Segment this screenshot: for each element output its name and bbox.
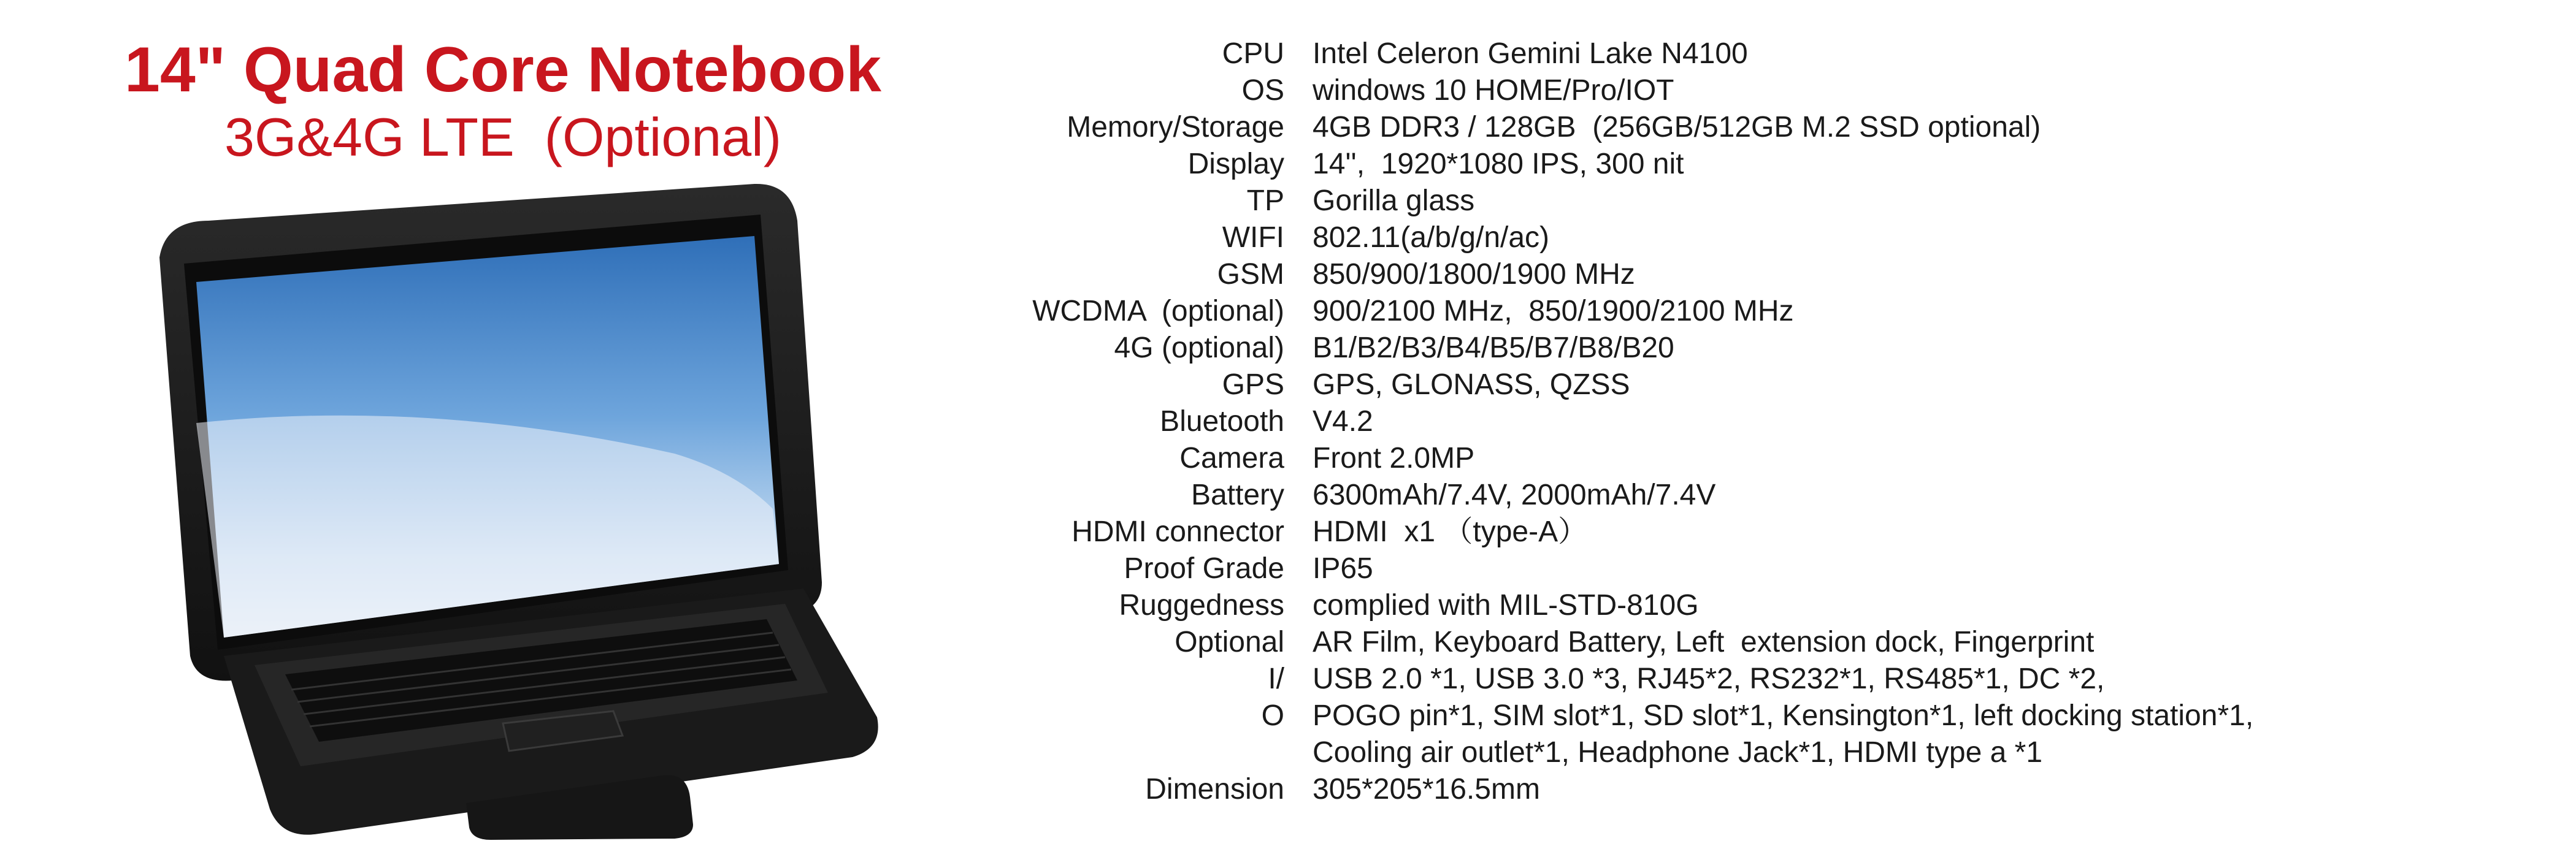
spec-row (981, 36, 2551, 72)
spec-label: WIFI (1222, 221, 1284, 254)
spec-value: Front 2.0MP (1313, 442, 1475, 474)
spec-row (981, 661, 2551, 698)
spec-label: 4G (optional) (1114, 332, 1284, 364)
spec-row (981, 109, 2551, 146)
spec-value: 802.11(a/b/g/n/ac) (1313, 221, 1550, 254)
spec-label: Bluetooth (1160, 405, 1284, 438)
spec-value: AR Film, Keyboard Battery, Left extension dock, Fingerprint (1313, 626, 2095, 658)
spec-row (981, 146, 2551, 183)
spec-table (981, 36, 2551, 808)
spec-label: OS (1241, 74, 1284, 107)
spec-label (981, 734, 1313, 771)
spec-row (981, 771, 2551, 808)
spec-row (981, 256, 2551, 293)
spec-value: 6300mAh/7.4V, 2000mAh/7.4V (1313, 479, 1716, 511)
spec-label: Battery (1190, 479, 1284, 511)
spec-value: 14'', 1920*1080 IPS, 300 nit (1313, 148, 1684, 180)
spec-value: POGO pin*1, SIM slot*1, SD slot*1, Kensington*1, left docking station*1, (1313, 699, 2254, 732)
spec-value: 4GB DDR3 / 128GB (256GB/512GB M.2 SSD optional) (1313, 111, 2041, 143)
spec-row (981, 698, 2551, 734)
spec-value: B1/B2/B3/B4/B5/B7/B8/B20 (1313, 332, 1674, 364)
spec-row (981, 403, 2551, 440)
spec-label: Dimension (1145, 773, 1284, 806)
product-title: 14" Quad Core Notebook (125, 34, 881, 105)
spec-row (981, 550, 2551, 587)
spec-value: IP65 (1313, 552, 1373, 585)
spec-value: Intel Celeron Gemini Lake N4100 (1313, 37, 1748, 70)
spec-row (981, 440, 2551, 477)
spec-label: Display (1187, 148, 1284, 180)
spec-row (981, 514, 2551, 550)
spec-value: 305*205*16.5mm (1313, 773, 1540, 806)
spec-label: I/ (1268, 663, 1284, 695)
spec-value: USB 2.0 *1, USB 3.0 *3, RJ45*2, RS232*1, RS485*1, DC *2, (1313, 663, 2105, 695)
spec-label: GPS (1222, 368, 1284, 401)
spec-value: 850/900/1800/1900 MHz (1313, 258, 1635, 291)
spec-label: CPU (1222, 37, 1284, 70)
spec-value: Gorilla glass (1313, 185, 1475, 217)
spec-row (981, 587, 2551, 624)
spec-label: HDMI connector (1071, 516, 1284, 548)
spec-value: Cooling air outlet*1, Headphone Jack*1, HDMI type a *1 (1313, 736, 2043, 769)
spec-row (981, 367, 2551, 403)
spec-value: windows 10 HOME/Pro/IOT (1313, 74, 1674, 107)
spec-label: WCDMA (optional) (1032, 295, 1284, 327)
spec-row (981, 624, 2551, 661)
spec-label: Optional (1175, 626, 1284, 658)
spec-row (981, 72, 2551, 109)
spec-value: HDMI x1 （type-A） (1313, 516, 1588, 548)
spec-label: Proof Grade (1124, 552, 1284, 585)
product-subtitle: 3G&4G LTE (Optional) (224, 107, 782, 167)
spec-value: complied with MIL-STD-810G (1313, 589, 1699, 622)
spec-row (981, 183, 2551, 219)
spec-row (981, 734, 2551, 771)
spec-label: GSM (1217, 258, 1284, 291)
spec-label: Ruggedness (1119, 589, 1284, 622)
spec-label: Camera (1179, 442, 1284, 474)
spec-row (981, 330, 2551, 367)
spec-label: Memory/Storage (1067, 111, 1284, 143)
spec-row (981, 477, 2551, 514)
spec-value: V4.2 (1313, 405, 1373, 438)
spec-row (981, 219, 2551, 256)
spec-row (981, 293, 2551, 330)
spec-value: GPS, GLONASS, QZSS (1313, 368, 1630, 401)
rugged-laptop-photo (123, 166, 895, 840)
spec-label: O (1261, 699, 1284, 732)
spec-label: TP (1246, 185, 1284, 217)
spec-value: 900/2100 MHz, 850/1900/2100 MHz (1313, 295, 1794, 327)
